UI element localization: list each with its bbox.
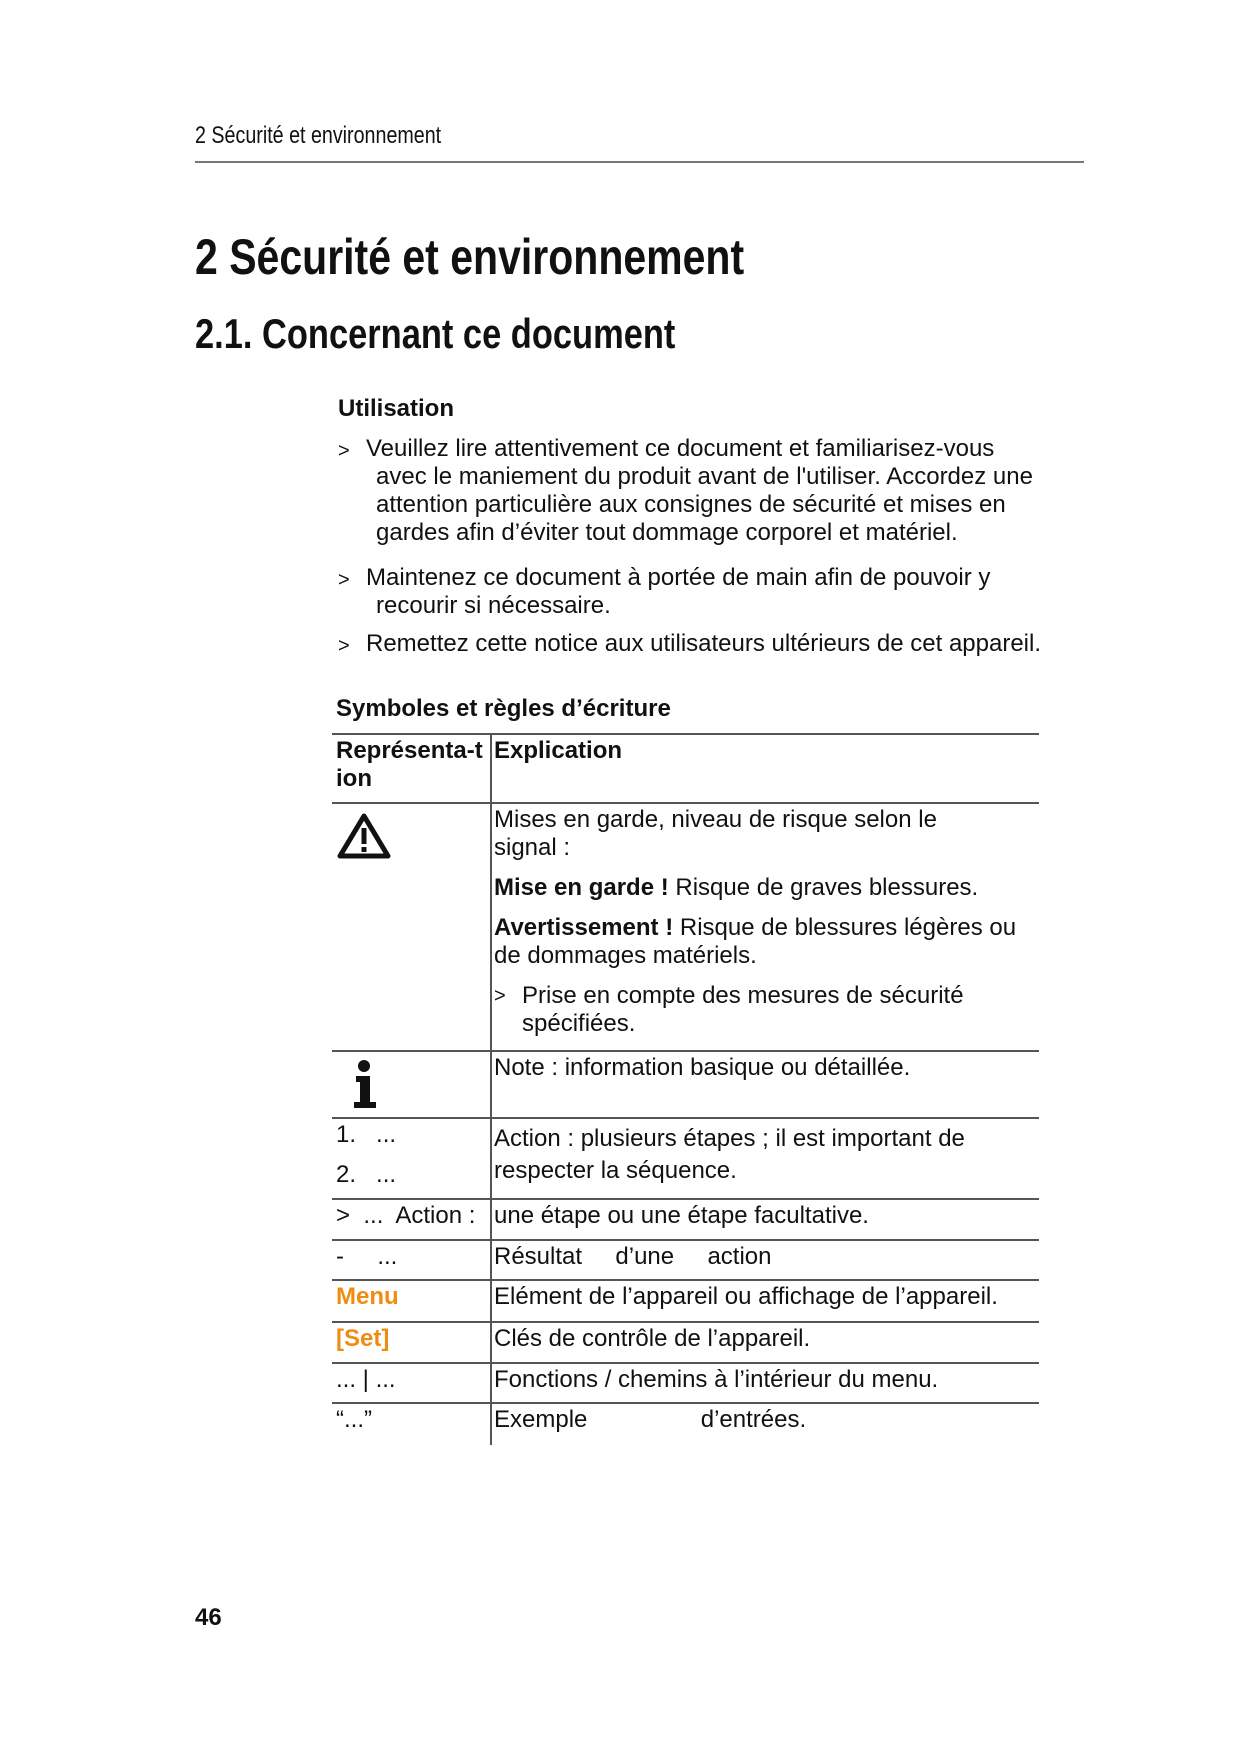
list-item — [338, 435, 1078, 547]
header-rule — [195, 161, 1084, 163]
text: Risque de blessures légères ou de dommages matériels. — [494, 914, 1017, 969]
symbols-heading: Symboles et règles d’écriture — [336, 695, 671, 722]
table-row — [332, 1363, 1039, 1403]
label-avertissement: Avertissement ! — [494, 914, 674, 941]
running-header: 2 Sécurité et environnement — [195, 122, 442, 149]
table-row — [332, 1403, 1039, 1445]
bullet-marker: > — [494, 985, 506, 1007]
utilisation-heading: Utilisation — [338, 395, 455, 422]
warning-level-2 — [494, 914, 1034, 970]
result-text: Résultat d’une action — [494, 1243, 772, 1270]
text: Prise en compte des mesures de sécurité spécifiées. — [522, 982, 964, 1037]
example-text: Exemple d’entrées. — [494, 1406, 807, 1433]
section-title: 2.1. Concernant ce document — [195, 310, 676, 357]
col-header-explication: Explication — [494, 737, 623, 764]
table-row — [332, 1240, 1039, 1280]
list-item — [338, 564, 1078, 620]
table-row — [332, 1280, 1039, 1322]
table-row — [332, 803, 1039, 1051]
table-row — [332, 1118, 1039, 1199]
functions-text: Fonctions / chemins à l’intérieur du menu. — [494, 1366, 939, 1393]
table-row — [332, 1051, 1039, 1118]
symbols-table — [332, 733, 1039, 1445]
chapter-title: 2 Sécurité et environnement — [195, 229, 745, 285]
warning-level-1 — [494, 874, 1035, 902]
functions-rep: ... | ... — [332, 1363, 491, 1403]
item-text: Maintenez ce document à portée de main afin de pouvoir y — [366, 564, 991, 591]
menu-text: Elément de l’appareil ou affichage de l’appareil. — [494, 1283, 998, 1310]
table-header-row — [332, 734, 1039, 803]
col-header-representation: Représenta-tion — [332, 734, 491, 803]
item-text-cont: recourir si nécessaire. — [376, 592, 611, 619]
text: Risque de graves blessures. — [668, 874, 979, 901]
result-rep: - ... — [332, 1240, 491, 1280]
action-rep: > ... Action : — [332, 1199, 491, 1240]
step-1: 1. ... — [336, 1121, 397, 1148]
set-text: Clés de contrôle de l’appareil. — [494, 1325, 811, 1352]
item-text: Veuillez lire attentivement ce document et familiarisez-vous — [366, 435, 995, 462]
steps-text: Action : plusieurs étapes ; il est important de respecter la séquence. — [494, 1125, 965, 1184]
menu-rep: Menu — [332, 1280, 491, 1322]
list-item — [338, 630, 1078, 658]
bullet-marker: > — [338, 569, 350, 591]
example-rep: “...” — [332, 1403, 491, 1445]
bullet-marker: > — [338, 440, 350, 462]
action-text: une étape ou une étape facultative. — [494, 1202, 869, 1229]
item-text: Remettez cette notice aux utilisateurs ultérieurs de cet appareil. — [366, 630, 1042, 657]
info-icon — [346, 1058, 386, 1110]
warning-measure — [494, 982, 982, 1038]
set-rep: [Set] — [332, 1322, 491, 1363]
warning-triangle-icon — [336, 812, 392, 862]
step-2: 2. ... — [336, 1161, 397, 1188]
page-number: 46 — [195, 1604, 222, 1631]
item-text-cont: avec le maniement du produit avant de l'utiliser. Accordez une attention particulière aux consignes de sécurité et mises en gardes afin d’éviter tout dommage corporel et matériel. — [376, 463, 1033, 546]
table-row — [332, 1199, 1039, 1240]
bullet-marker: > — [338, 635, 350, 657]
note-text: Note : information basique ou détaillée. — [494, 1054, 911, 1081]
table-row — [332, 1322, 1039, 1363]
warning-intro: Mises en garde, niveau de risque selon le signal : — [494, 806, 937, 861]
label-mise-en-garde: Mise en garde ! — [494, 874, 669, 901]
